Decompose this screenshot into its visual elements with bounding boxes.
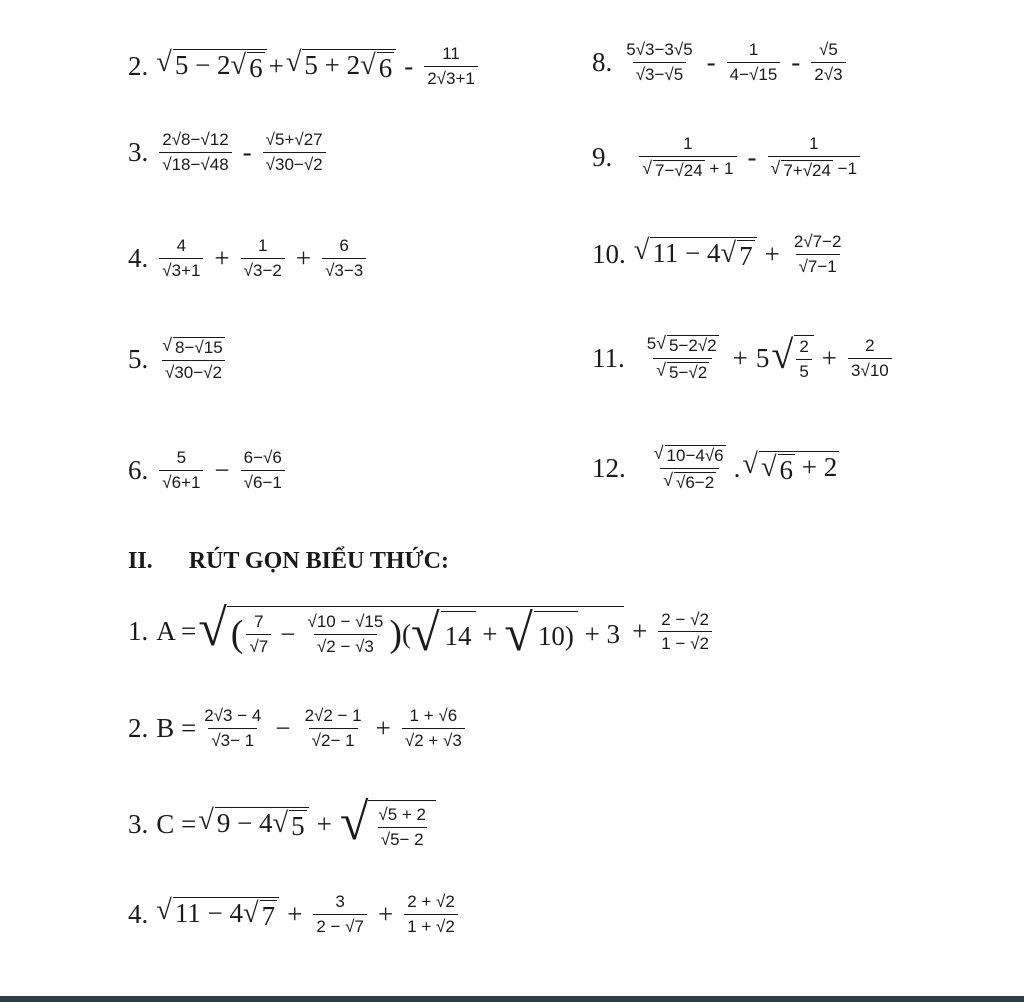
exercise-number: 9.: [592, 141, 613, 172]
exercise-number: 3.: [128, 809, 149, 840]
exercise-number: 10.: [592, 238, 626, 269]
exercise-number: 3.: [128, 136, 149, 167]
exercise-8: [592, 40, 849, 84]
exercise-12: [592, 444, 839, 492]
exercise-number: 4.: [128, 898, 149, 929]
previous-line-fragment: [150, 0, 870, 7]
exercise-6: [128, 448, 288, 492]
math-expression: 5 √ 5−2√2 √ 5−√2 + 5 √ $\frac{2}{5}$ + $\frac{2}{3√10}$: [641, 334, 895, 382]
exercise-3: [128, 130, 329, 174]
exercise-number: 5.: [128, 343, 149, 374]
math-expression: $\frac{4}{√3+1}$ + $\frac{1}{√3-2}$ + $\frac{6}{√3-3}$: [156, 236, 369, 280]
math-expression: $\frac{5√3-3√5}{√3-√5}$ - $\frac{1}{4-√15}$ - $\frac{√5}{2√3}$: [620, 40, 848, 84]
exercise-number: 6.: [128, 454, 149, 485]
simplify-3: [128, 794, 436, 851]
math-expression: A = √ ( $\frac{7}{√7}$ − $\frac{√10 - √15}{√2 - √3}$ ) ( √ 14 + √ 10) + 3 + $\frac{2 - √2}{1 - √2}$: [156, 606, 715, 658]
math-expression: √ 11 − 4 √ 7 + $\frac{2√7-2}{√7-1}$: [633, 232, 842, 276]
exercise-number: 2.: [128, 712, 149, 743]
section-heading: [128, 548, 449, 575]
simplify-4: [128, 892, 461, 936]
math-expression: C = √ 9 − 4 √ 5 + √ $\frac{√5 + 2}{√5- 2}$: [156, 800, 436, 849]
section-roman-numeral: II.: [128, 548, 153, 574]
simplify-2: [128, 706, 468, 750]
exercise-2: [128, 44, 481, 88]
simplify-1: [128, 600, 715, 662]
exercise-number: 1.: [128, 616, 149, 647]
math-expression: 1 √ 7−√24 + 1 - 1 √ 7+√24 −1: [636, 134, 863, 180]
exercise-5: [128, 336, 231, 382]
math-expression: $\frac{5}{√6+1}$ − $\frac{6-√6}{√6-1}$: [156, 448, 288, 492]
exercise-number: 4.: [128, 242, 149, 273]
exercise-10: [592, 232, 847, 276]
math-expression: B = $\frac{2√3 - 4}{√3- 1}$ − $\frac{2√2 - 1}{√2- 1}$ + $\frac{1 + √6}{√2 + √3}$: [156, 706, 468, 750]
math-expression: $\frac{2√8-√12}{√18-√48}$ - $\frac{√5+√27}{√30-√2}$: [156, 130, 328, 174]
section-title: RÚT GỌN BIỂU THỨC:: [188, 548, 449, 574]
exercise-9: [592, 134, 863, 180]
exercise-number: 8.: [592, 46, 613, 77]
exercise-number: 11.: [592, 342, 625, 373]
window-bottom-edge: [0, 996, 1024, 1002]
math-expression: √ 5 − 2 √ 6 + √ 5 + 2 √ 6 - $\frac{11}{2√3+1}$: [156, 44, 481, 88]
math-expression: √ 10−4√6 √ √6−2 . √ √ 6 + 2: [653, 443, 838, 492]
exercise-number: 12.: [592, 452, 626, 483]
exercise-4: [128, 236, 369, 280]
math-expression: √ 11 − 4 √ 7 + $\frac{3}{2 - √7}$ + $\frac{2 + √2}{1 + √2}$: [156, 892, 461, 936]
exercise-number: 2.: [128, 50, 149, 81]
math-expression: √ 8−√15 √30−√2: [156, 336, 230, 382]
exercise-11: [592, 334, 895, 382]
